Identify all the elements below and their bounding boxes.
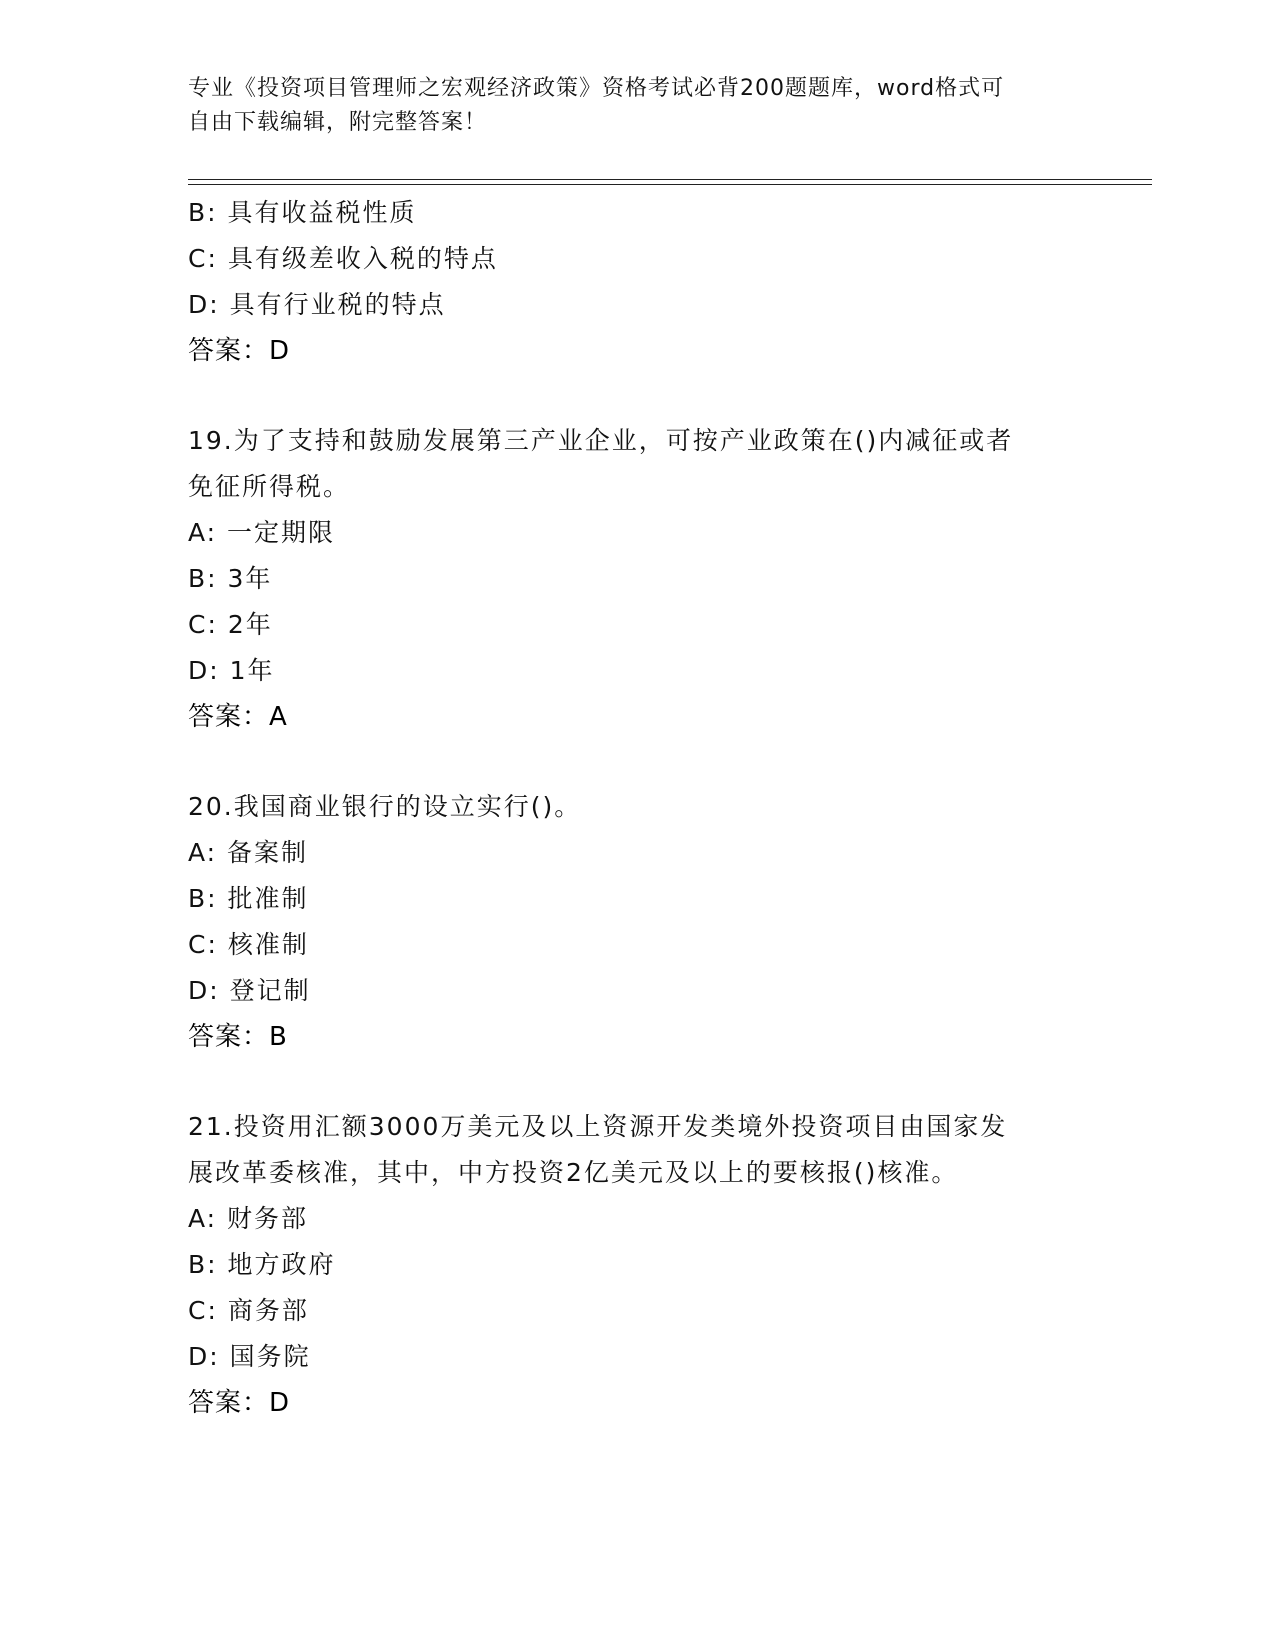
previous-question-tail (188, 190, 1088, 374)
question-19 (188, 418, 1088, 740)
question-20 (188, 784, 1088, 1060)
header-divider-bottom (188, 184, 1152, 185)
option-d: D: 国务院 (188, 1342, 311, 1371)
question-21 (188, 1104, 1088, 1426)
question-text-line-2: 展改革委核准，其中，中方投资2亿美元及以上的要核报()核准。 (188, 1158, 959, 1187)
option-b: B: 地方政府 (188, 1250, 336, 1279)
header-line-1: 专业《投资项目管理师之宏观经济政策》资格考试必背200题题库，word格式可 (188, 76, 1005, 101)
option-c: C: 商务部 (188, 1296, 309, 1325)
answer-line: 答案：D (188, 1388, 291, 1418)
document-body (188, 190, 1088, 1426)
option-c: C: 核准制 (188, 930, 309, 959)
option-a: A: 备案制 (188, 838, 309, 867)
question-text-line-1: 20.我国商业银行的设立实行()。 (188, 792, 582, 821)
option-c: C: 具有级差收入税的特点 (188, 244, 498, 273)
option-b: B: 具有收益税性质 (188, 198, 417, 227)
answer-line: 答案：A (188, 702, 288, 732)
option-d: D: 登记制 (188, 976, 311, 1005)
document-header (188, 72, 1068, 140)
answer-line: 答案：B (188, 1022, 288, 1052)
header-divider-top (188, 179, 1152, 180)
option-a: A: 财务部 (188, 1204, 309, 1233)
option-c: C: 2年 (188, 610, 273, 639)
header-line-2: 自由下载编辑，附完整答案！ (188, 110, 488, 135)
option-b: B: 批准制 (188, 884, 309, 913)
answer-line: 答案：D (188, 336, 291, 366)
option-d: D: 1年 (188, 656, 275, 685)
question-text-line-1: 19.为了支持和鼓励发展第三产业企业，可按产业政策在()内减征或者 (188, 426, 1014, 455)
option-d: D: 具有行业税的特点 (188, 290, 446, 319)
option-b: B: 3年 (188, 564, 273, 593)
question-text-line-2: 免征所得税。 (188, 472, 351, 501)
question-text-line-1: 21.投资用汇额3000万美元及以上资源开发类境外投资项目由国家发 (188, 1112, 1008, 1141)
option-a: A: 一定期限 (188, 518, 336, 547)
